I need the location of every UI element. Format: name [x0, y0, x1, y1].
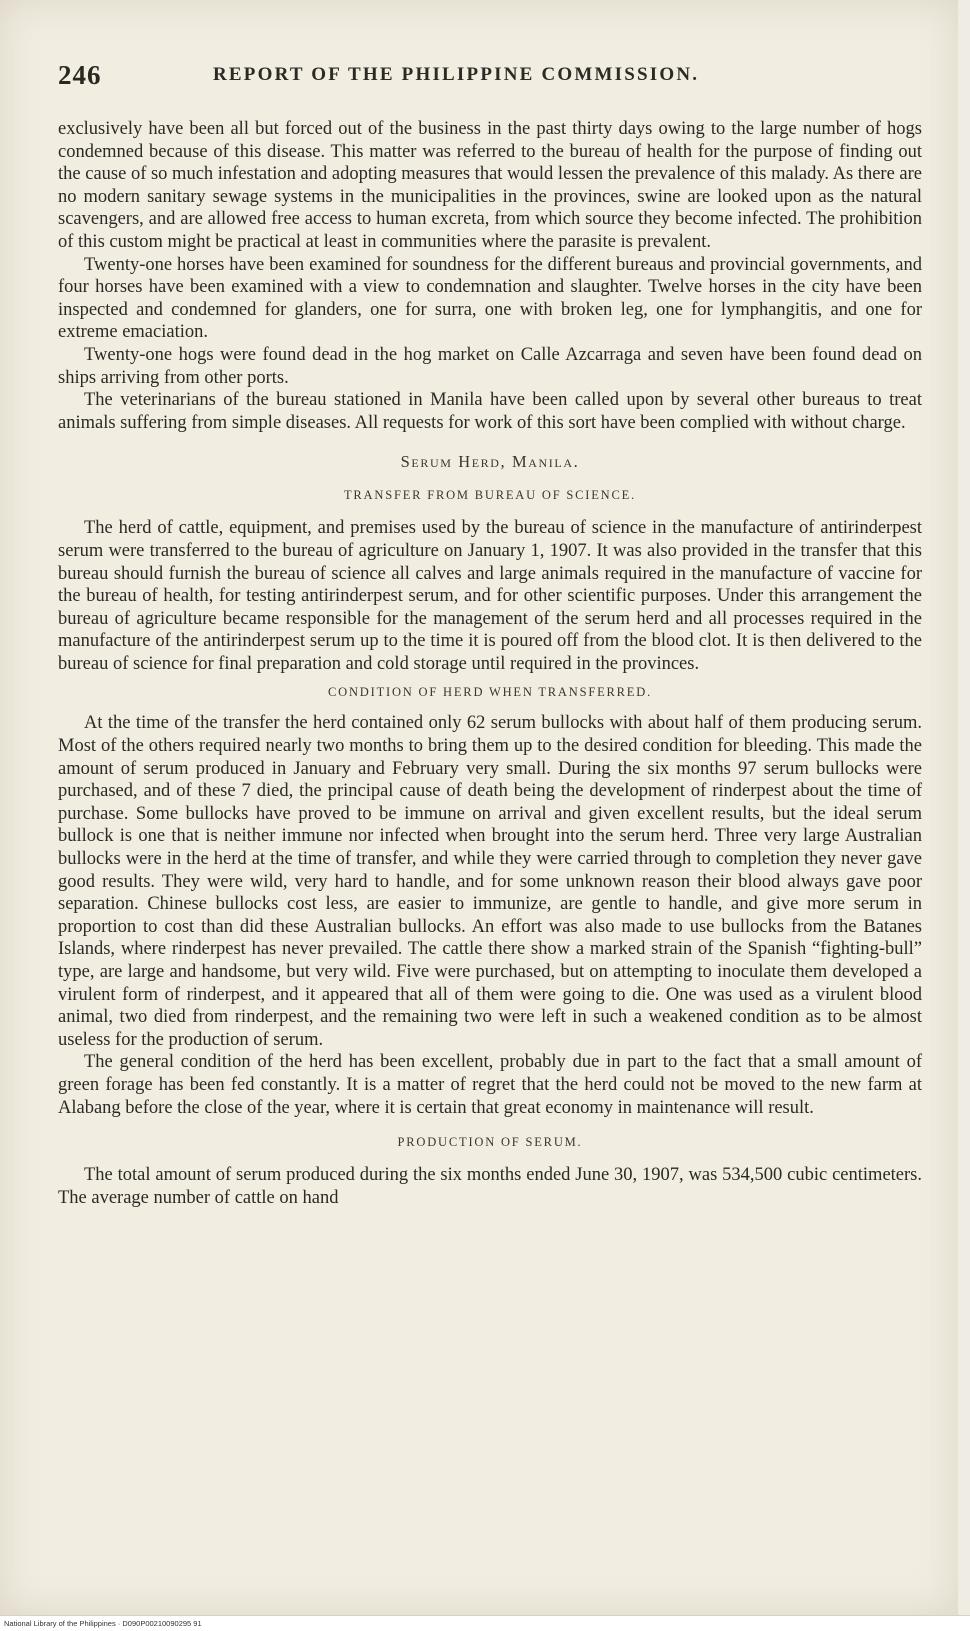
page-header — [58, 60, 922, 98]
section-title-serum-herd: Serum Herd, Manila. — [400, 452, 580, 472]
paragraph-production: The total amount of serum produced during the six months ended June 30, 1907, was 534,500 cubic centimeters. The average number of cattle on hand — [58, 1165, 922, 1208]
scan-credit: National Library of the Philippines · D090P00210090295 91 — [4, 1619, 202, 1628]
subhead-condition: CONDITION OF HERD WHEN TRANSFERRED. — [327, 685, 652, 700]
paragraph-veterinarians: The veterinarians of the bureau stationed in Manila have been called upon by several other bureaus to treat animals suffering from simple diseases. All requests for work of this sort have been complied with without charge. — [58, 390, 922, 433]
paragraph-general-condition: The general condition of the herd has been excellent, probably due in part to the fact that a small amount of green forage has been fed constantly. It is a matter of regret that the herd could not be moved to the new farm at Alabang before the close of the year, where it is certain that great economy in maintenance will result. — [58, 1052, 922, 1118]
paragraph-hogs-disease: exclusively have been all but forced out of the business in the past thirty days owing to the large number of hogs condemned because of this disease. This matter was referred to the bureau of health for the purpose of finding out the cause of so much infestation and adopting measures that would lessen the prevalence of this malady. As there are no modern sanitary sewage systems in the municipalities in the provinces, swine are looked upon as the natural scavengers, and are allowed free access to human excreta, from which source they become infected. The prohibition of this custom might be practical at least in communities where the parasite is prevalent. — [58, 119, 922, 252]
subhead-production: PRODUCTION OF SERUM. — [397, 1135, 583, 1150]
running-head: REPORT OF THE PHILIPPINE COMMISSION. — [213, 64, 700, 85]
scan-footer — [0, 1615, 970, 1631]
scan-margin — [958, 0, 970, 1630]
page-number: 246 — [58, 60, 102, 90]
paragraph-hogs-dead: Twenty-one hogs were found dead in the hog market on Calle Azcarraga and seven have been found dead on ships arriving from other ports. — [58, 344, 922, 388]
text-column — [58, 60, 922, 1209]
subhead-transfer: TRANSFER FROM BUREAU OF SCIENCE. — [343, 488, 637, 503]
paragraph-transfer: The herd of cattle, equipment, and premises used by the bureau of science in the manufacture of antirinderpest serum were transferred to the bureau of agriculture on January 1, 1907. It was also provided in the transfer that this bureau should furnish the bureau of science all calves and large animals required in the manufacture of vaccine for the bureau of health, for testing antirinderpest serum, and for other scientific purposes. Under this arrangement the bureau of agriculture became responsible for the management of the serum herd and all processes required in the manufacture of the antirinderpest serum up to the time it is poured off from the blood clot. It is then delivered to the bureau of science for final preparation and cold storage until required in the provinces. — [58, 518, 922, 674]
paragraph-condition: At the time of the transfer the herd contained only 62 serum bullocks with about half of them producing serum. Most of the others required nearly two months to bring them up to the desired condition for bleeding. This made the amount of serum produced in January and February very small. During the six months 97 serum bullocks were purchased, and of these 7 died, the principal cause of death being the development of rinderpest about the time of purchase. Some bullocks have proved to be immune on arrival and given excellent results, but the ideal serum bullock is one that is neither immune nor infected when brought into the serum herd. Three very large Australian bullocks were in the herd at the time of transfer, and while they were carried through to completion they never gave good results. They were wild, very hard to handle, and for some unknown reason their blood always gave poor separation. Chinese bullocks cost less, are easier to immunize, are gentle to handle, and give more serum in proportion to cost than did these Australian bullocks. An effort was also made to use bullocks from the Batanes Islands, where rinderpest has never prevailed. The cattle there show a marked strain of the Spanish “fighting-bull” type, are large and handsome, but very wild. Five were purchased, but on attempting to inoculate them developed a virulent form of rinderpest, and it appeared that all of them were going to die. One was used as a virulent blood animal, two died from rinderpest, and the remaining two were left in such a weakened condition as to be almost useless for the production of serum. — [58, 713, 922, 1050]
paragraph-horses-examined: Twenty-one horses have been examined for soundness for the different bureaus and provincial governments, and four horses have been examined with a view to condemnation and slaughter. Twelve horses in the city have been inspected and condemned for glanders, one for surra, one with broken leg, one for lymphangitis, and one for extreme emaciation. — [58, 254, 922, 343]
